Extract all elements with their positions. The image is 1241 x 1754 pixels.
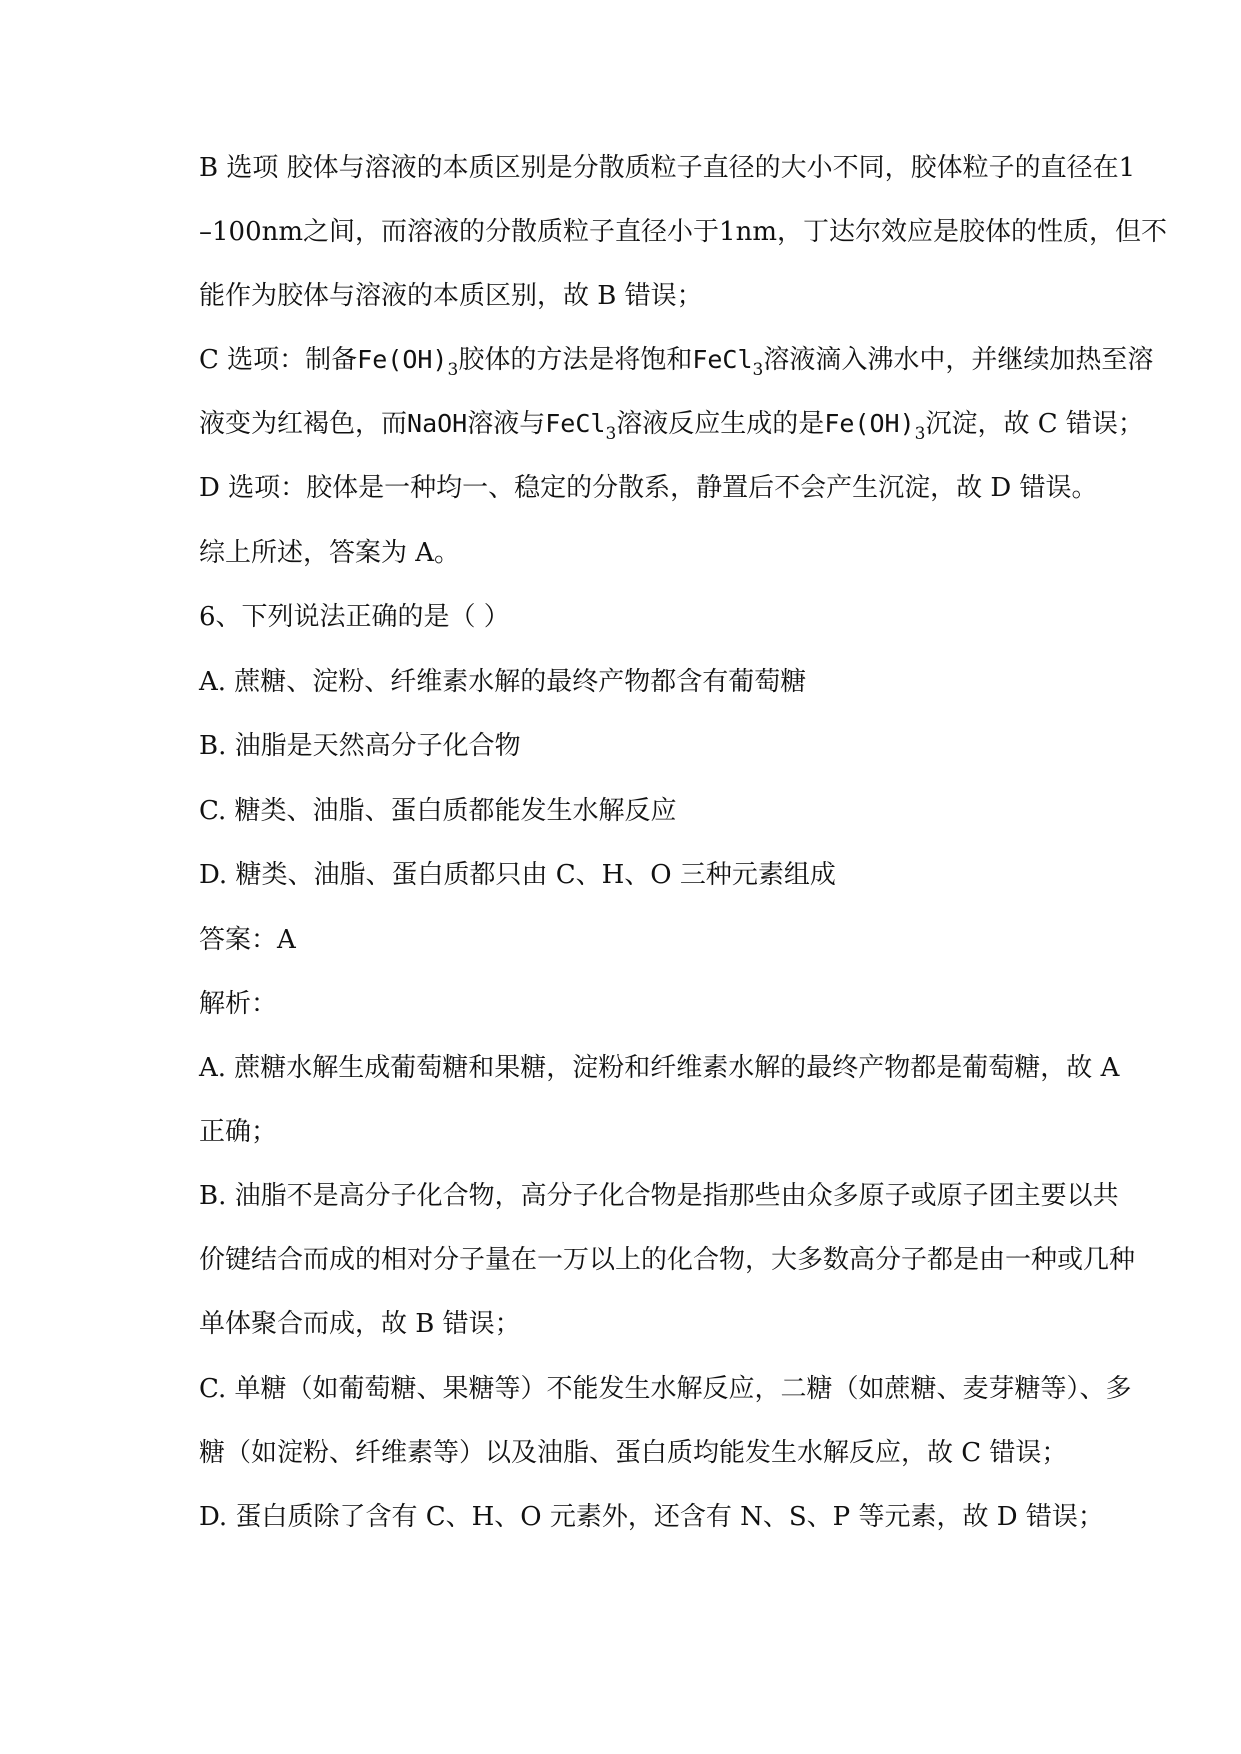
analysis-heading: 解析： [199,989,278,1019]
text-line: 单体聚合而成，故 B 错误； [199,1309,521,1339]
text-line-option-c-cont [199,408,1144,444]
text-line-conclusion: 综上所述，答案为 A。 [199,538,461,568]
question-option-a: A. 蔗糖、淀粉、纤维素水解的最终产物都含有葡萄糖 [199,667,807,697]
formula-naoh: NaOH [407,409,468,438]
text-segment: 液变为红褐色，而 [199,409,408,439]
formula-fecl: FeCl [692,345,753,374]
text-line-option-c [199,344,1154,380]
text-line: D 选项：胶体是一种均一、稳定的分散系，静置后不会产生沉淀，故 D 错误。 [199,473,1098,503]
question-option-d: D. 糖类、油脂、蛋白质都只由 C、H、O 三种元素组成 [199,860,836,890]
question-option-c: C. 糖类、油脂、蛋白质都能发生水解反应 [199,796,677,826]
text-line: 能作为胶体与溶液的本质区别，故 B 错误； [199,281,703,311]
text-line: B. 油脂不是高分子化合物，高分子化合物是指那些由众多原子或原子团主要以共 [199,1181,1119,1211]
subscript: 3 [752,360,764,380]
answer-line: 答案：A [199,925,296,955]
formula-fecl: FeCl [545,409,606,438]
text-line: A. 蔗糖水解生成葡萄糖和果糖，淀粉和纤维素水解的最终产物都是葡萄糖，故 A [199,1053,1120,1083]
subscript: 3 [605,424,617,444]
text-line: C. 单糖（如葡萄糖、果糖等）不能发生水解反应，二糖（如蔗糖、麦芽糖等）、多 [199,1374,1132,1404]
text-line: B 选项 胶体与溶液的本质区别是分散质粒子直径的大小不同，胶体粒子的直径在1 [199,153,1136,183]
formula-fe-oh: Fe(OH) [357,345,448,374]
text-line: D. 蛋白质除了含有 C、H、O 元素外，还含有 N、S、P 等元素，故 D 错误； [199,1502,1104,1532]
text-segment: 胶体的方法是将饱和 [458,345,693,375]
question-title: 6、下列说法正确的是（ ） [199,602,510,632]
text-segment: 溶液滴入沸水中，并继续加热至溶 [763,345,1154,375]
subscript: 3 [447,360,459,380]
text-segment: 沉淀，故 C 错误； [925,409,1144,439]
text-line: 糖（如淀粉、纤维素等）以及油脂、蛋白质均能发生水解反应，故 C 错误； [199,1438,1068,1468]
subscript: 3 [914,424,926,444]
text-line: 正确； [199,1117,278,1147]
text-segment: 溶液与 [467,409,546,439]
question-option-b: B. 油脂是天然高分子化合物 [199,731,521,761]
text-line: 价键结合而成的相对分子量在一万以上的化合物，大多数高分子都是由一种或几种 [199,1245,1136,1275]
text-segment: 溶液反应生成的是 [616,409,825,439]
text-segment: C 选项：制备 [199,345,358,375]
formula-fe-oh: Fe(OH) [824,409,915,438]
text-line: –100nm之间，而溶液的分散质粒子直径小于1nm，丁达尔效应是胶体的性质，但不 [199,217,1167,247]
